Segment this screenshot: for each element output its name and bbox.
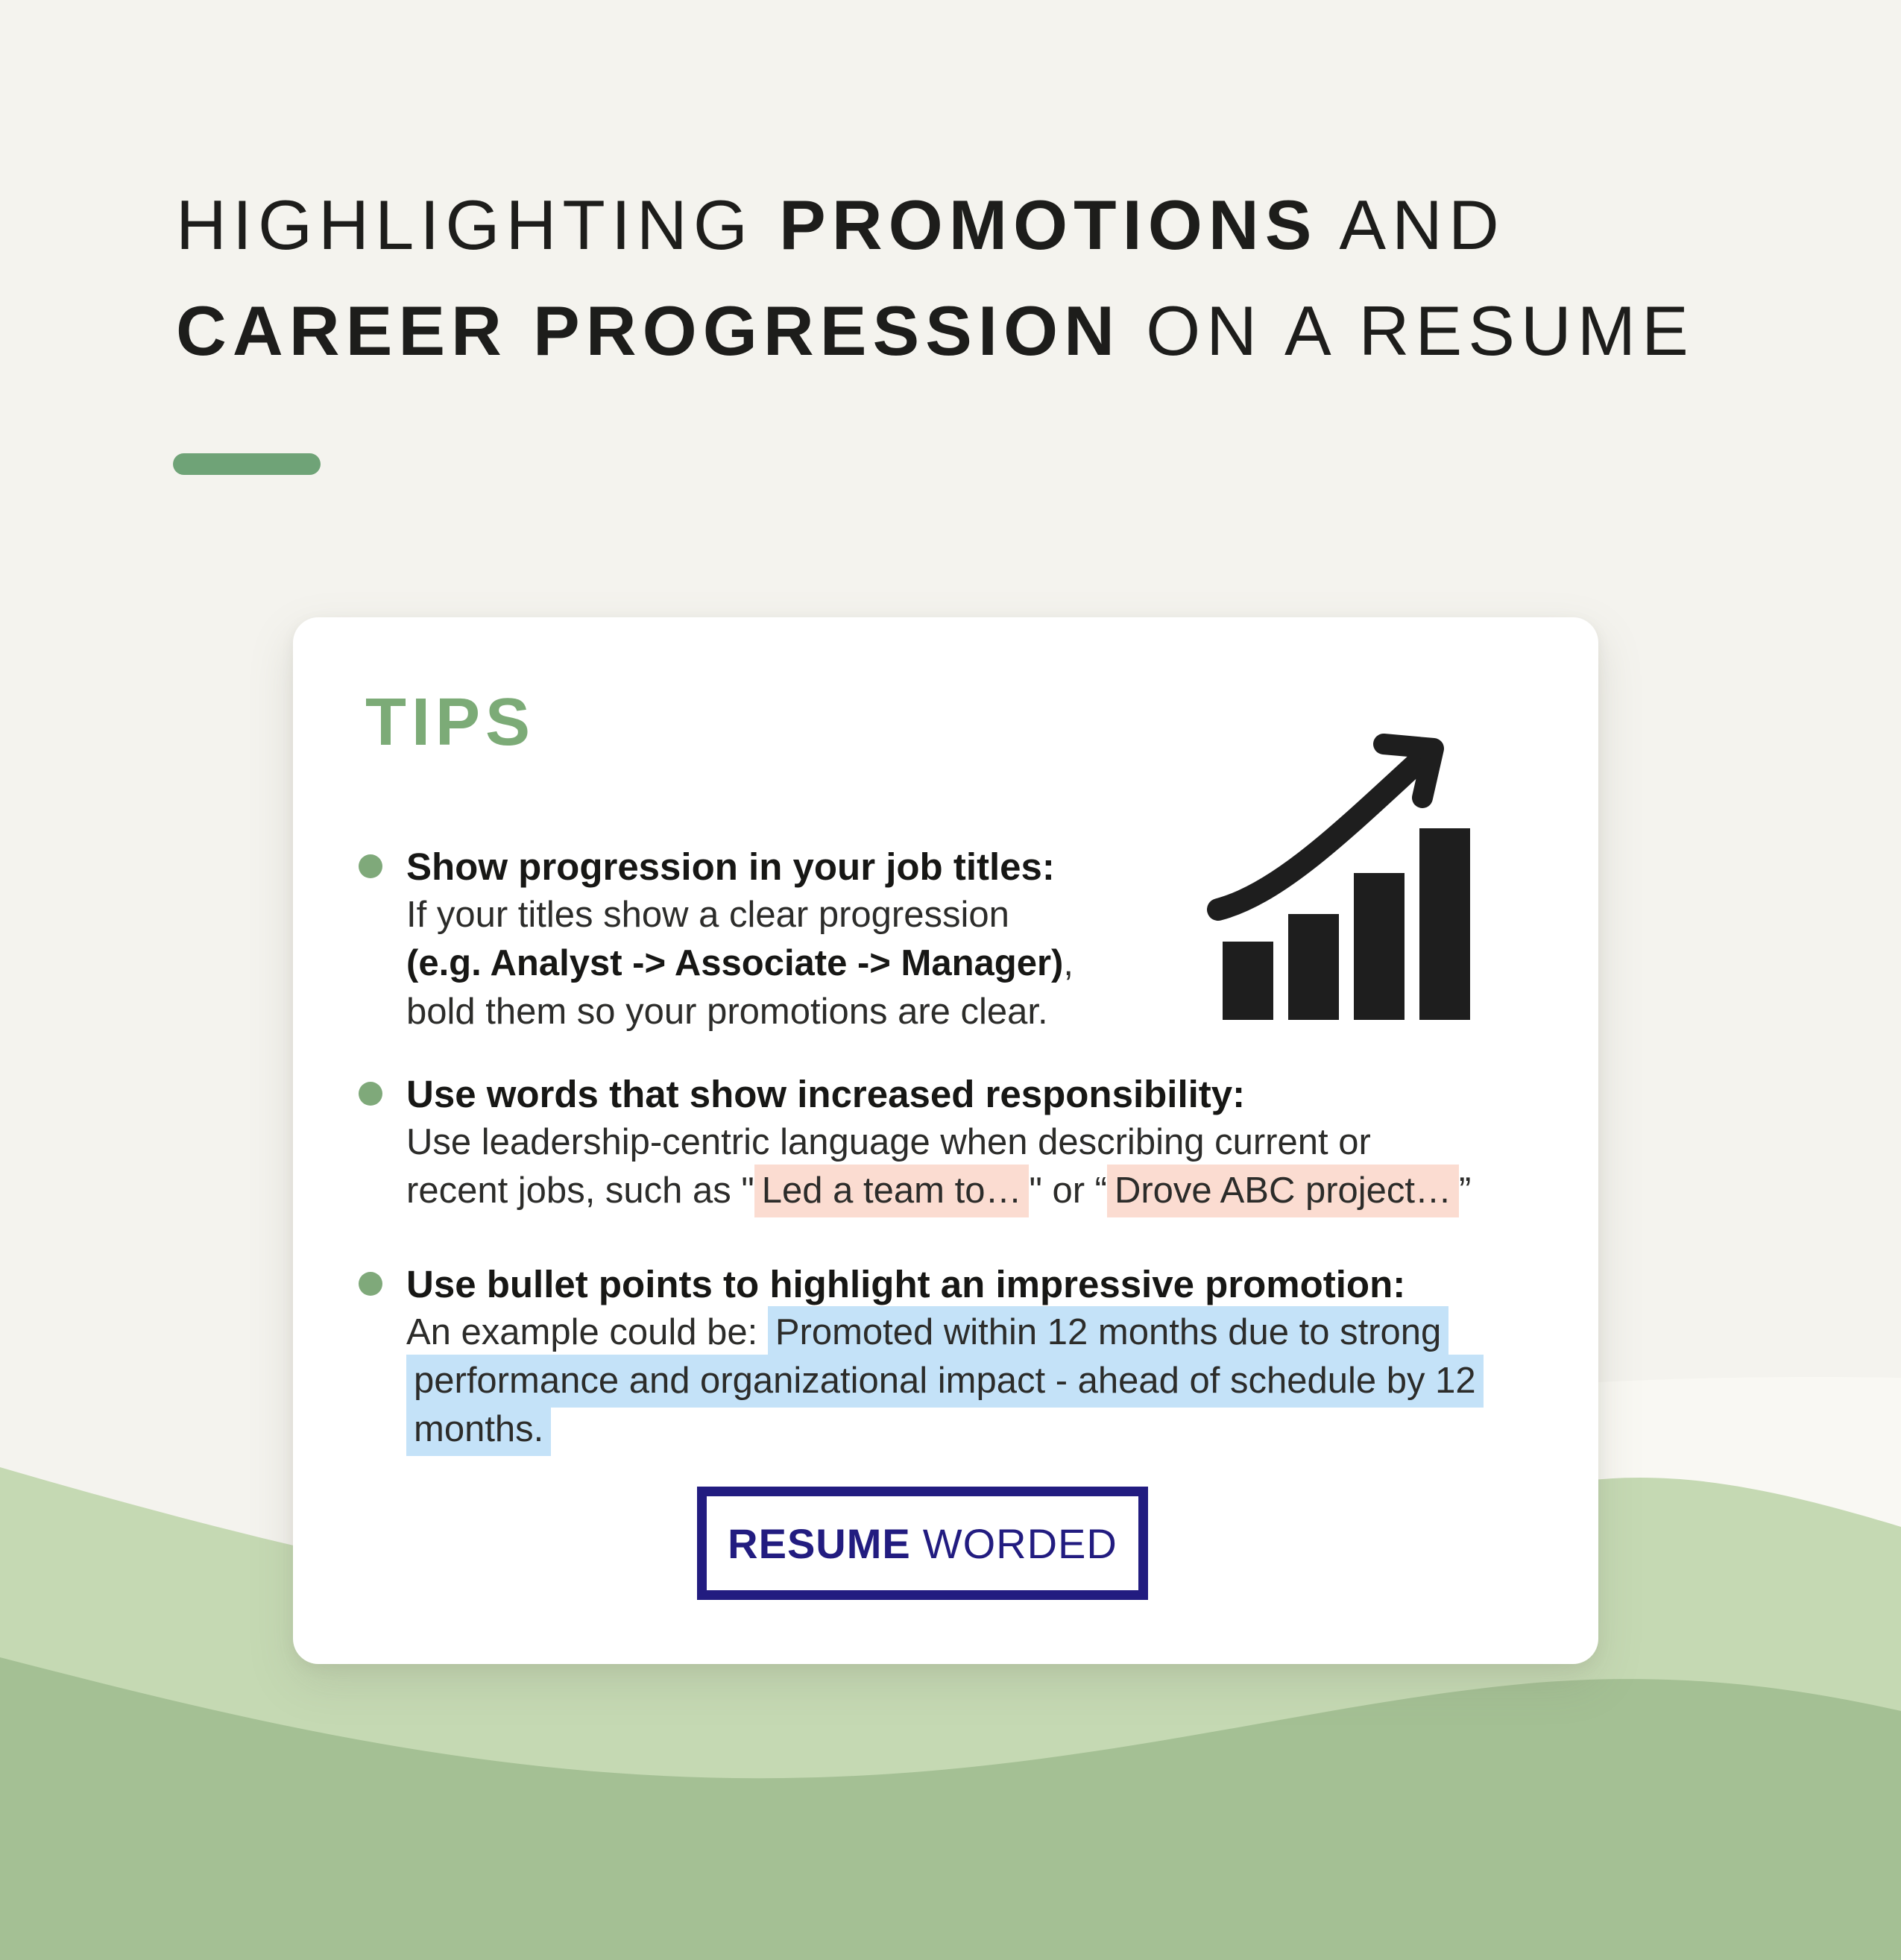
bullet-item-1 <box>406 842 1569 1036</box>
headline-line-1 <box>176 172 1694 278</box>
brand-word-resume: RESUME <box>728 1519 911 1567</box>
bullet-text-line <box>406 988 1569 1036</box>
text-segment-bold: (e.g. Analyst -> Associate -> Manager) <box>406 943 1064 983</box>
accent-dash <box>173 453 321 475</box>
headline-segment: AND <box>1317 186 1505 264</box>
headline <box>176 172 1694 384</box>
pink-highlight: Drove ABC project… <box>1107 1165 1459 1217</box>
bullet-text-line <box>406 1405 1569 1454</box>
bullet-dot-icon <box>359 1082 382 1106</box>
headline-line-2 <box>176 278 1694 384</box>
text-segment: ” <box>1459 1170 1472 1211</box>
bullet-heading: Show progression in your job titles: <box>406 845 1055 888</box>
bullet-text-line <box>406 939 1569 988</box>
bullet-item-3 <box>406 1260 1569 1454</box>
tips-card <box>293 617 1598 1664</box>
text-segment: , <box>1063 943 1074 983</box>
bullet-text-line <box>406 1118 1569 1167</box>
bullet-dot-icon <box>359 854 382 878</box>
headline-segment: HIGHLIGHTING <box>176 186 780 264</box>
text-segment: recent jobs, such as " <box>406 1170 754 1211</box>
bullet-text-line <box>406 1357 1569 1405</box>
brand-logo-box <box>697 1487 1148 1600</box>
headline-segment-bold: CAREER PROGRESSION <box>176 292 1120 370</box>
bullet-dot-icon <box>359 1272 382 1296</box>
blue-highlight: Promoted within 12 months due to strong <box>768 1306 1448 1359</box>
bullet-item-2 <box>406 1070 1569 1215</box>
brand-word-worded: WORDED <box>922 1519 1117 1567</box>
bullet-text-line <box>406 1308 1569 1357</box>
blue-highlight: performance and organizational impact - ahead of schedule by 12 <box>406 1355 1484 1408</box>
headline-segment: ON A RESUME <box>1120 292 1694 370</box>
headline-segment-bold: PROMOTIONS <box>779 186 1318 264</box>
text-segment: bold them so your promotions are clear. <box>406 992 1048 1032</box>
pink-highlight: Led a team to… <box>754 1165 1030 1217</box>
bullet-heading: Use words that show increased responsibility: <box>406 1073 1246 1115</box>
bullet-heading: Use bullet points to highlight an impressive promotion: <box>406 1263 1406 1305</box>
text-segment: An example could be: <box>406 1312 768 1352</box>
bullet-text-line <box>406 891 1569 939</box>
tips-heading: TIPS <box>365 685 536 760</box>
text-segment: Use leadership-centric language when describing current or <box>406 1122 1371 1162</box>
bullet-text-line <box>406 1167 1569 1215</box>
blue-highlight: months. <box>406 1403 551 1456</box>
text-segment: If your titles show a clear progression <box>406 895 1009 935</box>
text-segment: " or “ <box>1029 1170 1107 1211</box>
